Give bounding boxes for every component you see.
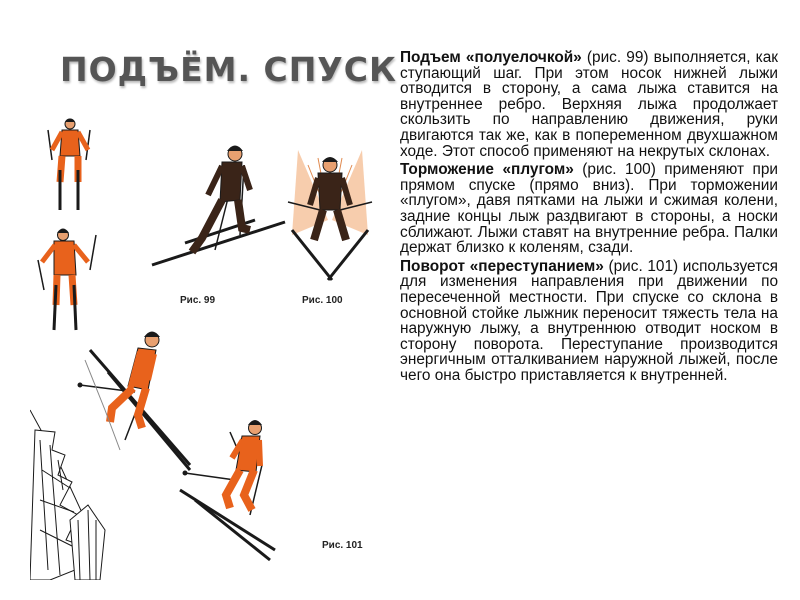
paragraph-step-turn xyxy=(400,259,778,384)
term-snowplow: Торможение «плугом» xyxy=(400,161,574,179)
slide-title: ПОДЪЁМ. СПУСК xyxy=(60,50,397,89)
paragraph-snowplow-text: (рис. 100) применяют при прямом спуске (прямо вниз). При торможении «плугом», давя пятками на лыжи и сжимая колени, задние концы лыж раздвигают в стороны, а носки сближают. Лыжи ставят на внутренние ребра. Палки держат близко к коленям, сзади. xyxy=(400,161,778,257)
fig99-caption: Рис. 99 xyxy=(180,295,216,306)
paragraph-ascent xyxy=(400,50,778,159)
paragraph-ascent-text: (рис. 99) выполняется, как ступающий шаг. При этом носок нижней лыжи отводится в сторону, а сама лыжа ставится на внутреннее ребро. Верхняя лыжа продолжает скользить по направлению движения, руки двигаются так же, как в попеременном двухшажном ходе. Этот способ применяют на некрутых склонах. xyxy=(400,49,778,160)
term-step-turn: Поворот «переступанием» xyxy=(400,257,604,275)
fig99-skier-top xyxy=(48,119,90,211)
fig101-skier-lower xyxy=(180,420,275,560)
fig99-skier-middle xyxy=(38,229,96,331)
fig100-snowplow-skier xyxy=(288,150,372,280)
fig100-caption: Рис. 100 xyxy=(302,295,343,306)
fig101-caption: Рис. 101 xyxy=(322,540,363,551)
fig101-skier-upper xyxy=(78,332,191,471)
paragraph-step-turn-text: (рис. 101) используется для изменения направления при движении по пересеченной местности. При спуске со склона в основной стойке лыжник переносит тяжесть тела на наружную лыжу, а внутреннюю отводит носком в сторону поворота. Переступание производится энергичным отталкиванием наружной лыжей, после чего она быстро приставляется к внутренней. xyxy=(400,257,779,384)
slope-and-trees xyxy=(30,360,120,580)
skiing-illustration xyxy=(30,110,390,580)
fig99-skier-main xyxy=(152,146,285,266)
body-text xyxy=(400,50,778,386)
term-half-herringbone: Подъем «полуелочкой» xyxy=(400,49,582,66)
paragraph-snowplow xyxy=(400,162,778,256)
